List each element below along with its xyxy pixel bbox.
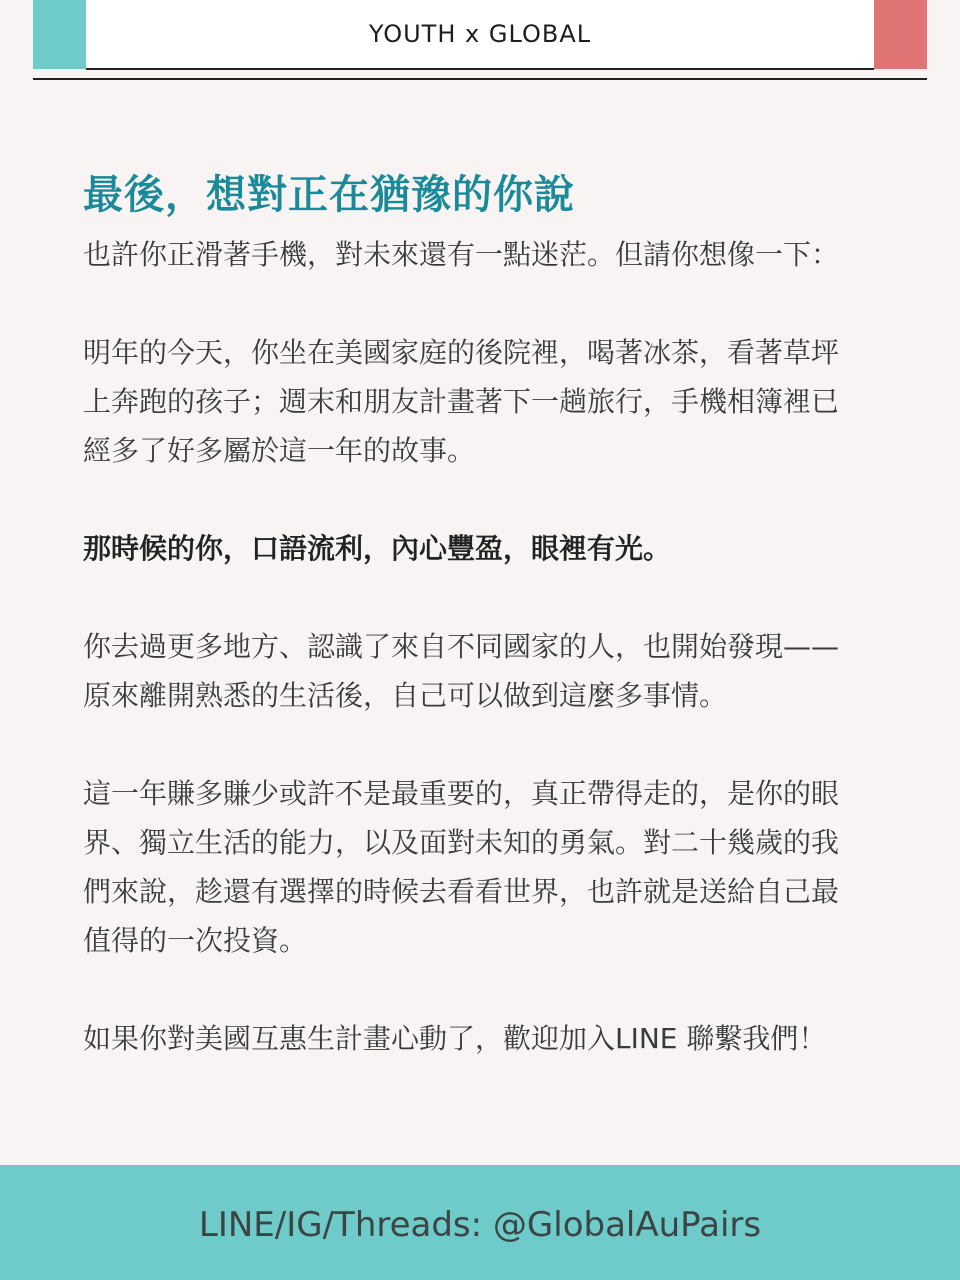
paragraph-line: 上奔跑的孩子；週末和朋友計畫著下一趟旅行，手機相簿裡已 [83, 385, 840, 418]
header-divider [33, 78, 927, 80]
paragraph-spacer [83, 965, 883, 1014]
paragraph-spacer [83, 279, 883, 328]
header-accent-right [874, 0, 927, 69]
footer-bar [0, 1165, 960, 1280]
closing-paragraph: 如果你對美國互惠生計畫心動了，歡迎加入LINE 聯繫我們！ [83, 1022, 827, 1055]
paragraph-line: 經多了好多屬於這一年的故事。 [83, 434, 476, 467]
paragraph-line: 這一年賺多賺少或許不是最重要的，真正帶得走的，是你的眼 [83, 777, 840, 810]
paragraph-line: 值得的一次投資。 [83, 924, 308, 957]
social-contact-handle[interactable]: LINE/IG/Threads: @GlobalAuPairs [198, 1205, 762, 1245]
paragraph-line: 們來說，趁還有選擇的時候去看看世界，也許就是送給自己最 [83, 875, 840, 908]
article-body [83, 160, 883, 1063]
paragraph-spacer [83, 720, 883, 769]
paragraph-line: 明年的今天，你坐在美國家庭的後院裡，喝著冰茶，看著草坪 [83, 336, 840, 369]
paragraph-spacer [83, 475, 883, 524]
section-heading: 最後，想對正在猶豫的你說 [83, 172, 575, 218]
intro-paragraph: 也許你正滑著手機，對未來還有一點迷茫。但請你想像一下： [83, 238, 840, 271]
brand-title: YOUTH x GLOBAL [368, 20, 592, 48]
paragraph-line: 你去過更多地方、認識了來自不同國家的人，也開始發現—— [83, 630, 840, 663]
paragraph-spacer [83, 573, 883, 622]
paragraph-line: 界、獨立生活的能力，以及面對未知的勇氣。對二十幾歲的我 [83, 826, 840, 859]
header-accent-left [33, 0, 86, 69]
header [0, 0, 960, 80]
paragraph-line: 原來離開熟悉的生活後，自己可以做到這麼多事情。 [83, 679, 728, 712]
emphasis-line: 那時候的你，口語流利，內心豐盈，眼裡有光。 [83, 532, 672, 565]
